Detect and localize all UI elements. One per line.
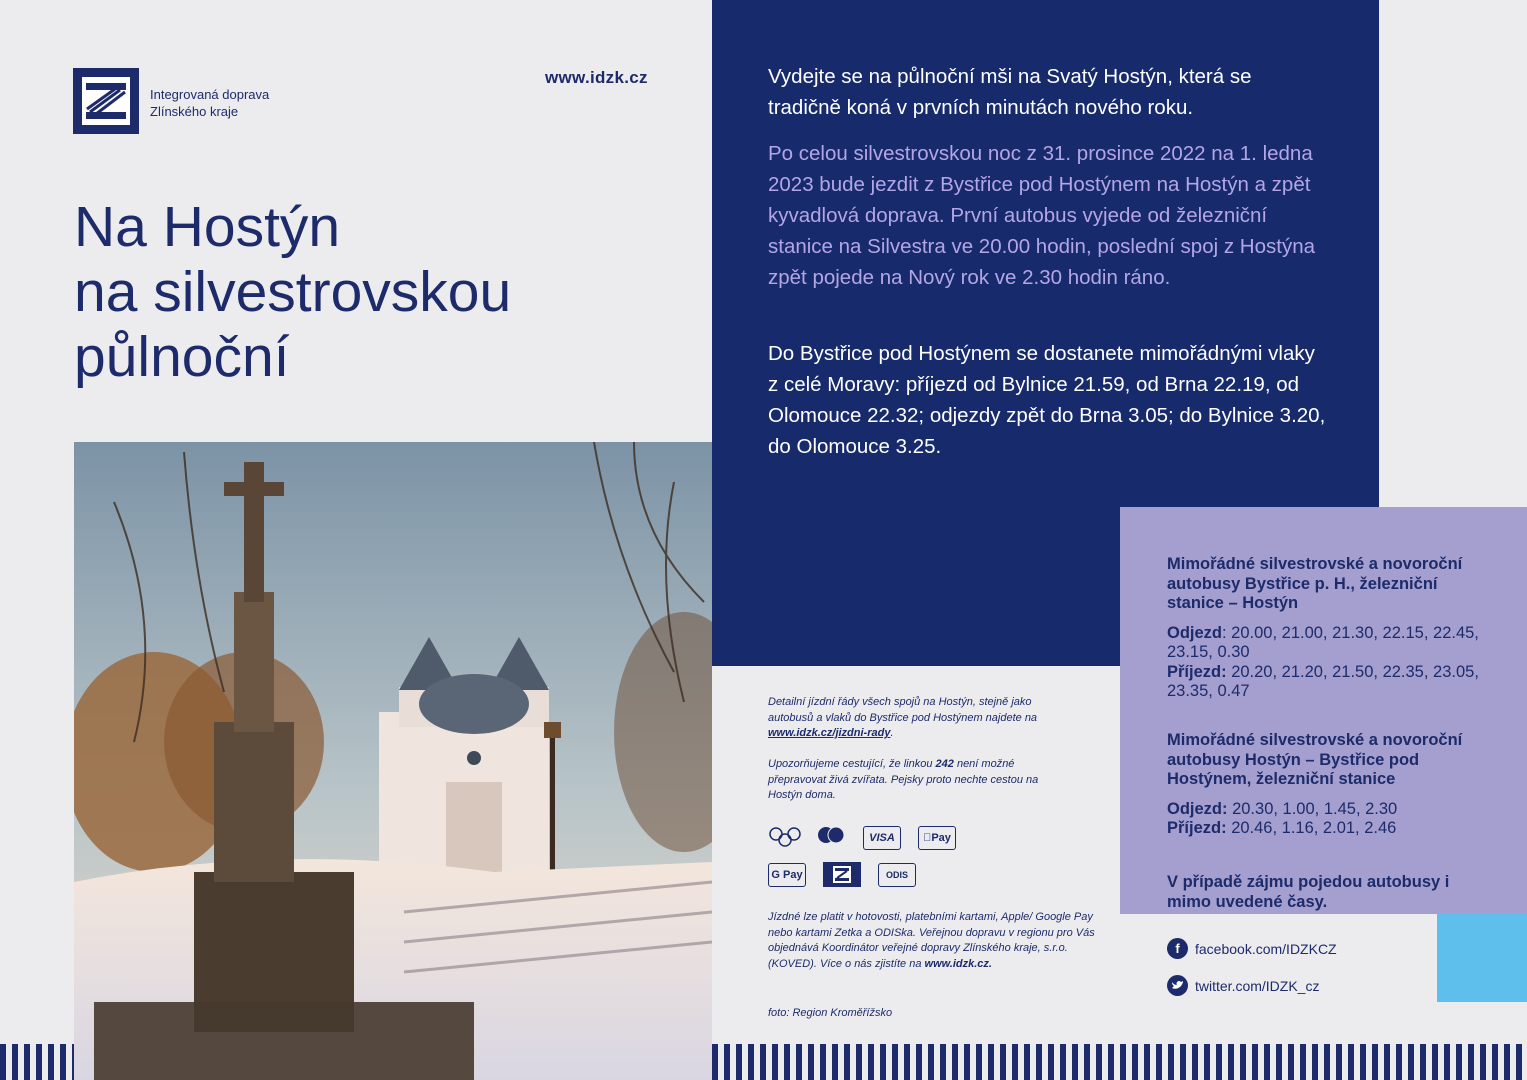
schedule-1-arr: Příjezd: 20.20, 21.20, 21.50, 22.35, 23.05, 23.35, 0.47	[1167, 662, 1479, 700]
schedule-note: V případě zájmu pojedou autobusy i mimo uvedené časy.	[1167, 873, 1450, 911]
google-pay-icon: G Pay	[768, 863, 806, 887]
schedule-2-dep: Odjezd: 20.30, 1.00, 1.45, 2.30	[1167, 799, 1398, 818]
title-line2: na silvestrovskou	[74, 260, 512, 324]
facebook-icon: f	[1167, 938, 1188, 959]
trains-text: Do Bystřice pod Hostýnem se dostanete mimořádnými vlaky z celé Moravy: příjezd od Bylnice 21.59, od Brna 22.19, od Olomouce 22.32; odjezdy zpět do Brna 3.05; do Bylnice 3.20, do Olomouce 3.25.	[768, 342, 1326, 458]
church-photo	[74, 442, 712, 1080]
photo-credit: foto: Region Kroměřížsko	[768, 1007, 893, 1019]
logo-text	[150, 86, 269, 120]
facebook-text[interactable]: facebook.com/IDZKCZ	[1195, 940, 1337, 957]
logo-line2: Zlínského kraje	[150, 104, 239, 119]
idzk-link[interactable]: www.idzk.cz.	[924, 957, 992, 970]
coins-icon	[768, 825, 802, 854]
website-link[interactable]: www.idzk.cz	[545, 68, 648, 87]
stripe-band-left	[0, 1044, 74, 1080]
title-line3: půlnoční	[74, 325, 290, 389]
timetable-note: Detailní jízdní řády všech spojů na Hostýn, stejně jako autobusů a vlaků do Bystřice pod Hostýnem najdete na www.idzk.cz/jizdni-rady.	[768, 696, 1038, 739]
decor-square	[1437, 914, 1527, 1002]
schedule-1	[1167, 555, 1487, 702]
schedule-1-heading: Mimořádné silvestrovské a novoroční autobusy Bystřice p. H., železniční stanice – Hostýn	[1167, 555, 1463, 612]
payment-note: Jízdné lze platit v hotovosti, platebními kartami, Apple/ Google Pay nebo kartami Zetka a ODISka. Veřejnou dopravu v regionu pro Vás objednává Koordinátor veřejné dopravy Zlínského kraje, s.r.o. (KOVED). Více o nás zjistíte na www.idzk.cz.	[768, 911, 1095, 970]
odis-icon: ODIS	[878, 863, 916, 887]
apple-pay-icon: Pay	[918, 826, 956, 850]
facebook-link[interactable]	[1167, 938, 1337, 959]
visa-icon: VISA	[863, 826, 901, 850]
zetka-icon	[823, 862, 861, 887]
schedule-1-dep: Odjezd: 20.00, 21.00, 21.30, 22.15, 22.45, 23.15, 0.30	[1167, 623, 1479, 661]
timetable-link[interactable]: www.idzk.cz/jizdni-rady	[768, 727, 891, 739]
intro-text: Vydejte se na půlnoční mši na Svatý Hostýn, která se tradičně koná v prvních minutách nového roku.	[768, 65, 1252, 119]
shuttle-text: Po celou silvestrovskou noc z 31. prosince 2022 na 1. ledna 2023 bude jezdit z Bystřice pod Hostýnem na Hostýn a zpět kyvadlová doprava. První autobus vyjede od železniční stanice na Silvestra ve 20.00 hodin, poslední spoj z Hostýna zpět pojede na Nový rok ve 2.30 hodin ráno.	[768, 142, 1315, 289]
logo-line1: Integrovaná doprava	[150, 87, 270, 102]
schedule-2-heading: Mimořádné silvestrovské a novoroční autobusy Hostýn – Bystřice pod Hostýnem, železniční stanice	[1167, 731, 1463, 788]
twitter-link[interactable]	[1167, 975, 1319, 996]
mastercard-icon	[815, 825, 847, 854]
twitter-text[interactable]: twitter.com/IDZK_cz	[1195, 977, 1320, 994]
schedule-2-arr: Příjezd: 20.46, 1.16, 2.01, 2.46	[1167, 819, 1397, 837]
title-line1: Na Hostýn	[74, 195, 341, 259]
page-title	[74, 195, 511, 390]
twitter-icon	[1167, 975, 1188, 996]
animals-note: Upozorňujeme cestující, že linkou 242 není možné přepravovat živá zvířata. Pejsky proto nechte cestou na Hostýn doma.	[768, 758, 1039, 801]
stripe-band-right	[712, 1044, 1527, 1080]
logo-mark	[73, 68, 139, 134]
schedule-2	[1167, 731, 1467, 839]
